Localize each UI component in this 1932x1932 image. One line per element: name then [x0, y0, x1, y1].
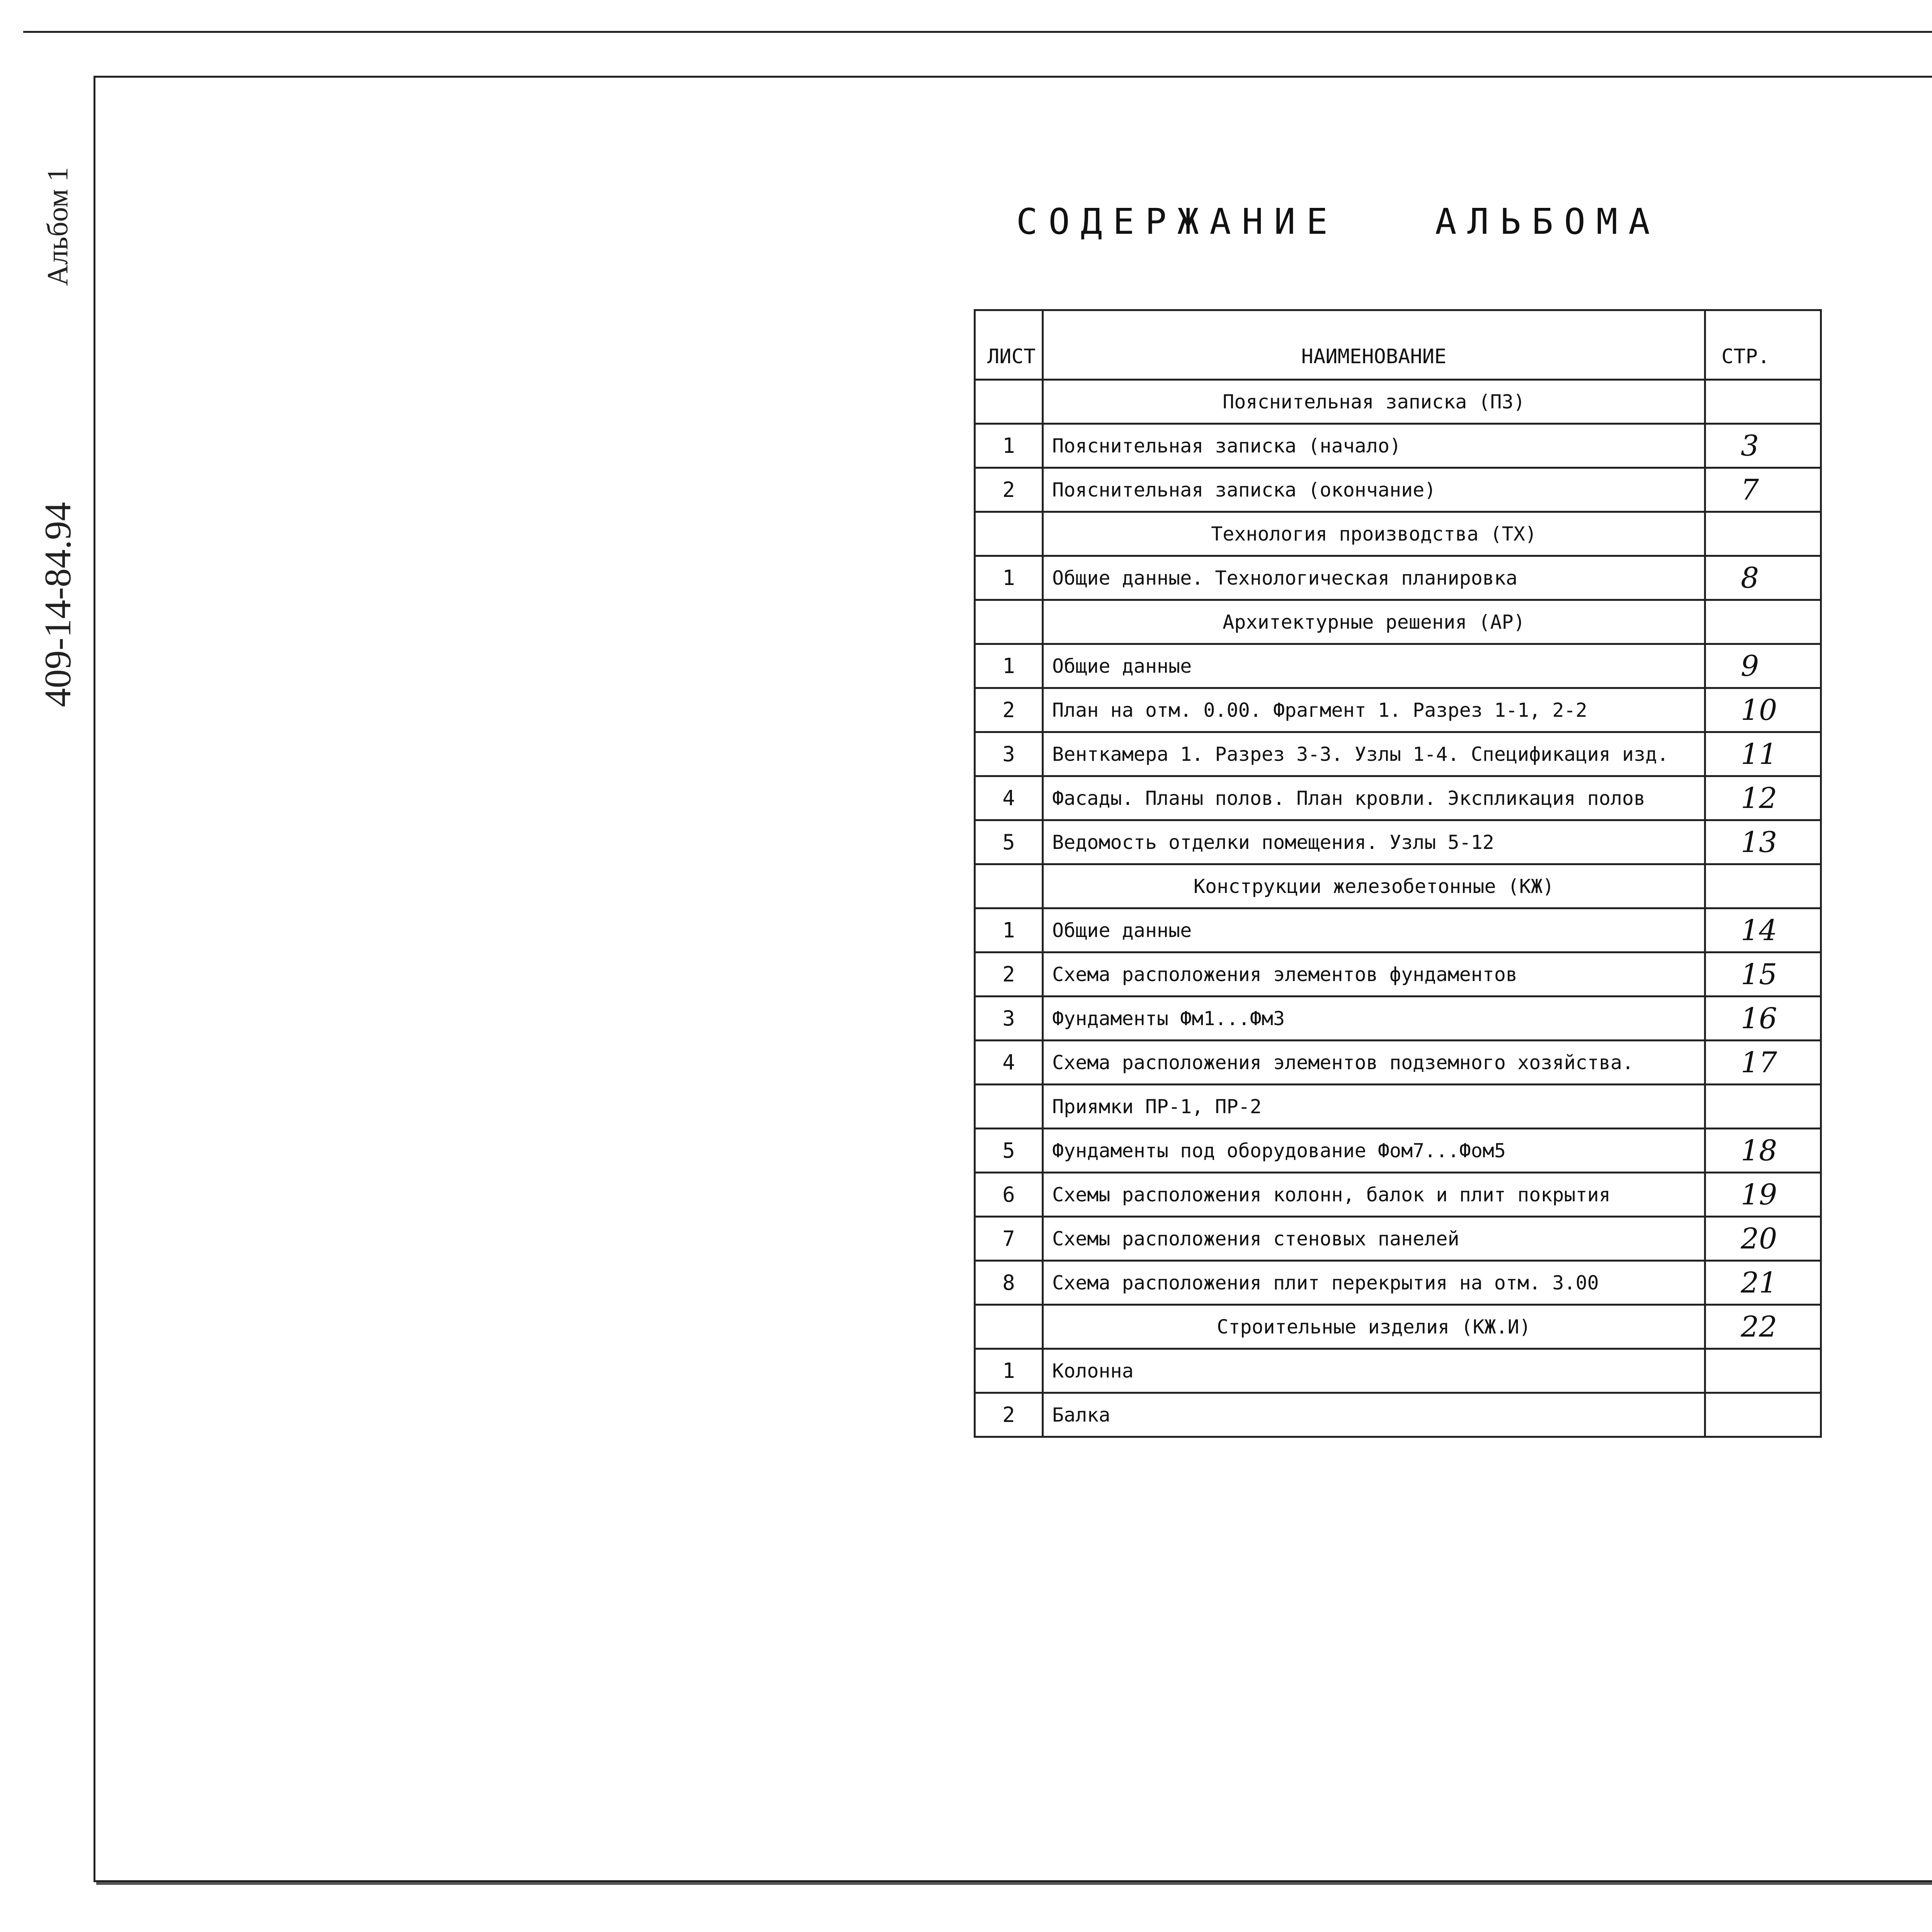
table-row	[975, 1129, 1821, 1173]
page-cell: 19	[1705, 1173, 1821, 1217]
section-title-cell: Архитектурные решения (АР)	[1043, 600, 1705, 644]
name-cell: Пояснительная записка (окончание)	[1043, 468, 1705, 512]
sheet-cell	[975, 864, 1043, 908]
sheet-cell: 7	[975, 1217, 1043, 1261]
name-cell: Венткамера 1. Разрез 3-3. Узлы 1-4. Спецификация изд.	[1043, 732, 1705, 776]
page-cell: 7	[1705, 468, 1821, 512]
name-cell: Общие данные	[1043, 908, 1705, 952]
table-row	[975, 732, 1821, 776]
sheet-cell: 2	[975, 468, 1043, 512]
section-row	[975, 600, 1821, 644]
sheet-cell: 2	[975, 952, 1043, 997]
table-row	[975, 1217, 1821, 1261]
page-cell	[1705, 1085, 1821, 1129]
table-header-row	[975, 310, 1821, 380]
table-row	[975, 820, 1821, 864]
sheet-cell: 5	[975, 820, 1043, 864]
sheet-cell: 1	[975, 644, 1043, 688]
page-cell: 18	[1705, 1129, 1821, 1173]
section-row	[975, 512, 1821, 556]
table-row	[975, 424, 1821, 468]
table-row	[975, 952, 1821, 997]
sheet-cell: 8	[975, 1261, 1043, 1305]
contents-table	[974, 309, 1822, 1438]
page-cell: 9	[1705, 644, 1821, 688]
table-row	[975, 1349, 1821, 1393]
page-cell	[1705, 1393, 1821, 1437]
name-cell: Схема расположения элементов фундаментов	[1043, 952, 1705, 997]
table-row	[975, 997, 1821, 1041]
section-title-cell: Технология производства (ТХ)	[1043, 512, 1705, 556]
sheet-cell: 4	[975, 1041, 1043, 1085]
page-cell	[1705, 1349, 1821, 1393]
document-code: 409-14-84.94	[37, 502, 79, 707]
page-cell: 11	[1705, 732, 1821, 776]
table-row	[975, 688, 1821, 732]
sheet-cell	[975, 1305, 1043, 1349]
page-cell: 22	[1705, 1305, 1821, 1349]
page-cell: 16	[1705, 997, 1821, 1041]
table-row	[975, 556, 1821, 600]
sheet-cell: 3	[975, 997, 1043, 1041]
table-row	[975, 1173, 1821, 1217]
table-row	[975, 1393, 1821, 1437]
sheet-cell: 1	[975, 908, 1043, 952]
name-cell: Колонна	[1043, 1349, 1705, 1393]
page-cell	[1705, 600, 1821, 644]
name-cell: Схема расположения плит перекрытия на отм. 3.00	[1043, 1261, 1705, 1305]
sheet-cell	[975, 1085, 1043, 1129]
name-cell: Общие данные. Технологическая планировка	[1043, 556, 1705, 600]
name-cell: Балка	[1043, 1393, 1705, 1437]
sheet-cell: 6	[975, 1173, 1043, 1217]
sheet-cell	[975, 600, 1043, 644]
section-title-cell: Строительные изделия (КЖ.И)	[1043, 1305, 1705, 1349]
page-cell	[1705, 512, 1821, 556]
sheet-cell: 1	[975, 1349, 1043, 1393]
sheet-cell	[975, 380, 1043, 424]
header-sheet: ЛИСТ	[975, 310, 1043, 380]
name-cell: Схемы расположения колонн, балок и плит покрытия	[1043, 1173, 1705, 1217]
page-cell: 15	[1705, 952, 1821, 997]
table-row	[975, 776, 1821, 820]
name-cell: Общие данные	[1043, 644, 1705, 688]
table-row	[975, 468, 1821, 512]
section-title-cell: Конструкции железобетонные (КЖ)	[1043, 864, 1705, 908]
page-cell: 20	[1705, 1217, 1821, 1261]
page-cell: 8	[1705, 556, 1821, 600]
section-title-cell: Пояснительная записка (ПЗ)	[1043, 380, 1705, 424]
page-cell	[1705, 864, 1821, 908]
section-row	[975, 1305, 1821, 1349]
table-row	[975, 1085, 1821, 1129]
name-cell: Схемы расположения стеновых панелей	[1043, 1217, 1705, 1261]
page-cell: 10	[1705, 688, 1821, 732]
page-cell: 12	[1705, 776, 1821, 820]
sheet-cell: 1	[975, 556, 1043, 600]
page-cell: 17	[1705, 1041, 1821, 1085]
page-cell	[1705, 380, 1821, 424]
section-row	[975, 864, 1821, 908]
sheet-cell: 2	[975, 1393, 1043, 1437]
header-name: НАИМЕНОВАНИЕ	[1043, 310, 1705, 380]
name-cell: Фасады. Планы полов. План кровли. Экспликация полов	[1043, 776, 1705, 820]
album-label: Альбом 1	[41, 167, 74, 286]
page-cell: 3	[1705, 424, 1821, 468]
top-trim-line	[23, 31, 1932, 33]
sheet-cell	[975, 512, 1043, 556]
name-cell: Приямки ПР-1, ПР-2	[1043, 1085, 1705, 1129]
sheet-cell: 3	[975, 732, 1043, 776]
name-cell: Схема расположения элементов подземного хозяйства.	[1043, 1041, 1705, 1085]
sheet-cell: 1	[975, 424, 1043, 468]
name-cell: Фундаменты Фм1...Фм3	[1043, 997, 1705, 1041]
name-cell: Ведомость отделки помещения. Узлы 5-12	[1043, 820, 1705, 864]
table-row	[975, 644, 1821, 688]
table-row	[975, 908, 1821, 952]
page-cell: 21	[1705, 1261, 1821, 1305]
name-cell: Фундаменты под оборудование Фом7...Фом5	[1043, 1129, 1705, 1173]
sheet-cell: 5	[975, 1129, 1043, 1173]
table-row	[975, 1041, 1821, 1085]
header-page: СТР.	[1705, 310, 1821, 380]
sheet-cell: 4	[975, 776, 1043, 820]
section-row	[975, 380, 1821, 424]
table-row	[975, 1261, 1821, 1305]
name-cell: План на отм. 0.00. Фрагмент 1. Разрез 1-1, 2-2	[1043, 688, 1705, 732]
name-cell: Пояснительная записка (начало)	[1043, 424, 1705, 468]
page-cell: 14	[1705, 908, 1821, 952]
sheet-cell: 2	[975, 688, 1043, 732]
page-cell: 13	[1705, 820, 1821, 864]
page-title: СОДЕРЖАНИЕ АЛЬБОМА	[1016, 201, 1661, 242]
